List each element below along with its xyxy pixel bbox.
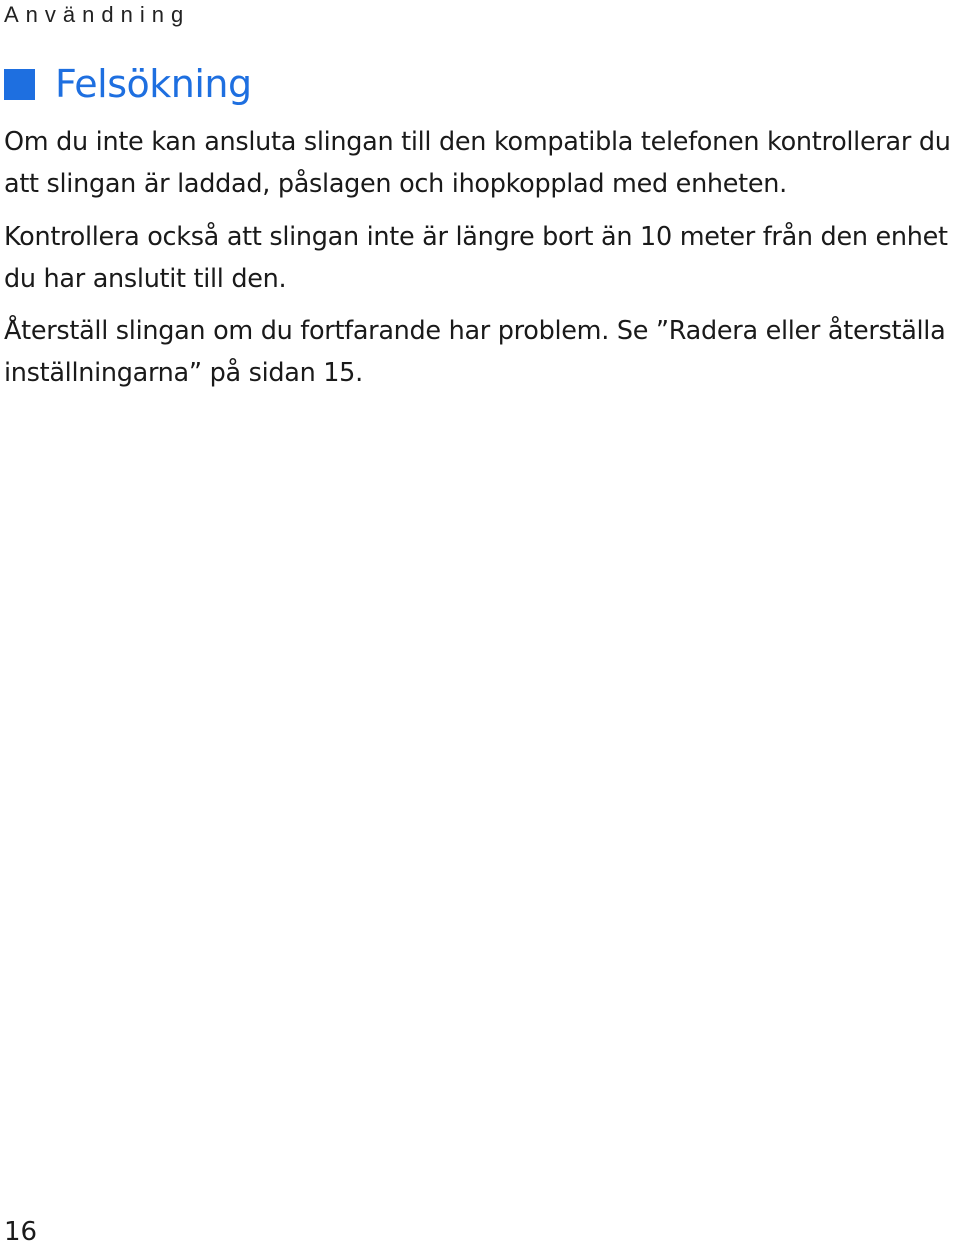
section-heading [4,62,252,106]
page-number: 16 [4,1217,38,1247]
paragraph-connection-check: Om du inte kan ansluta slingan till den kompatibla telefonen kontrollerar du att slingan är laddad, påslagen och ihopkopplad med enheten. [4,127,951,199]
paragraph-reset-instruction: Återställ slingan om du fortfarande har problem. Se ”Radera eller återställa inställningarna” på sidan 15. [4,316,946,388]
heading-square-icon [4,69,35,100]
running-header: Användning [4,2,191,27]
section-title: Felsökning [55,62,252,106]
paragraph-distance-check: Kontrollera också att slingan inte är längre bort än 10 meter från den enhet du har anslutit till den. [4,222,948,294]
